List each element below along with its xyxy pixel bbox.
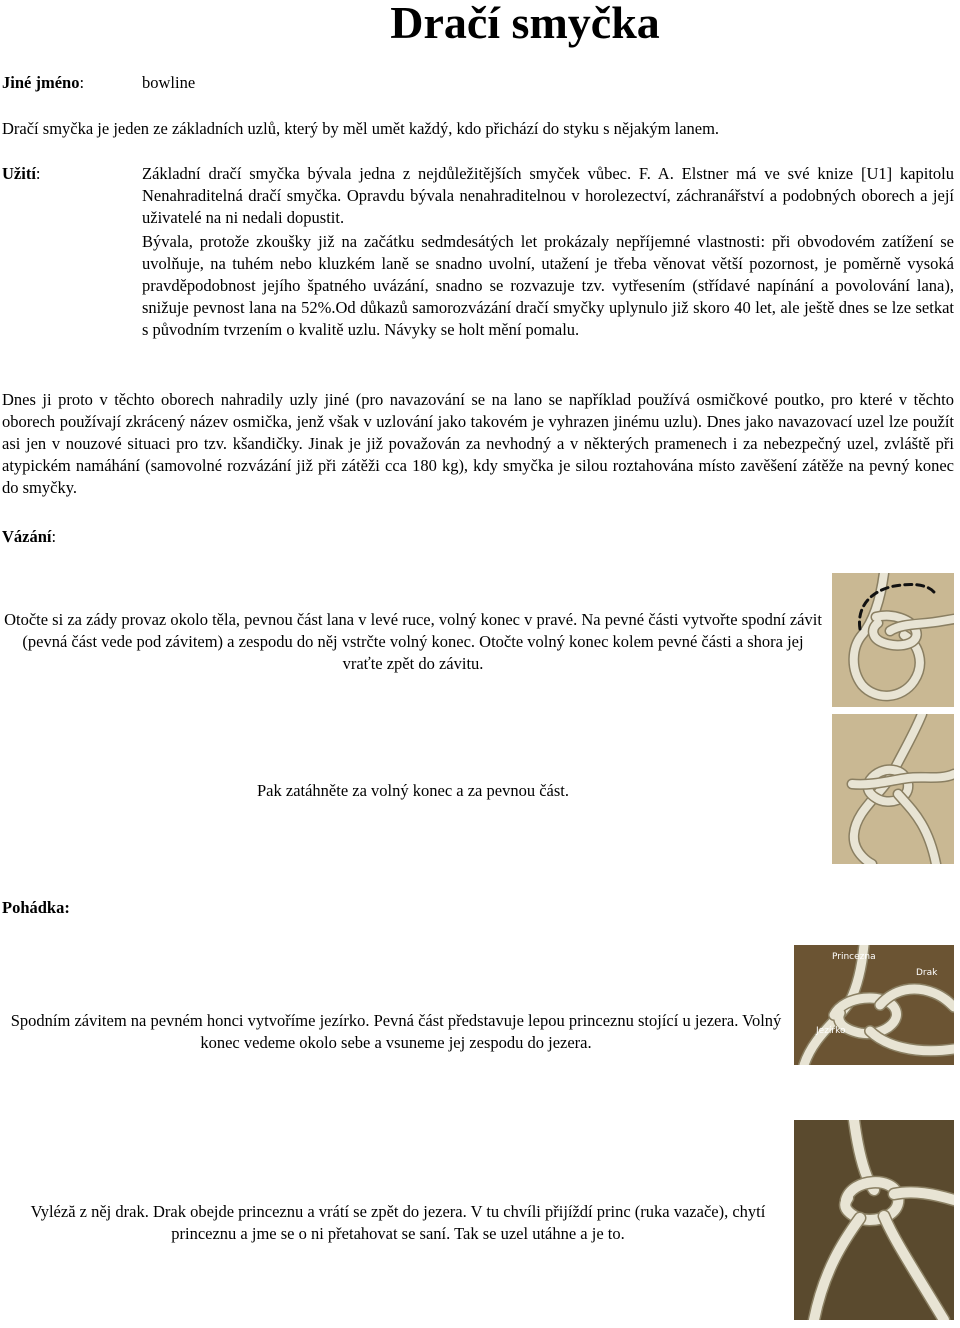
tying-label: Vázání: [2, 527, 57, 546]
story-paragraph-1: Spodním závitem na pevném honci vytvoříme jezírko. Pevná část představuje lepou princeznu stojící u jezera. Volný konec vedeme okolo sebe a vsuneme jej zespodu do jezera. [10, 1011, 782, 1052]
story-photo-finished [794, 1120, 954, 1320]
image-label-lake: Jezírko [816, 1026, 846, 1036]
page-title: Dračí smyčka [390, 0, 660, 48]
use-paragraph-1: Základní dračí smyčka bývala jedna z nejdůležitějších smyček vůbec. F. A. Elstner má ve své knize [U1] kapitolu Nenahraditelná dračí smyčka. Opravdu bývala nenahraditelnou v horolezectví, záchranářství a podobných oborech a její uživatelé na ni nedali dopustit. [142, 164, 954, 227]
story-paragraph-2: Vyléză z něj drak. Drak obejde princeznu a vrátí se zpět do jezera. V tu chvíli přijíždí princ (ruka vazače), chytí princeznu a jme se o ni přetahovat se saní. Tak se uzel utáhne a je to. [30, 1202, 766, 1243]
use-label: Užití: [2, 164, 41, 183]
knot-photo-step-1 [832, 573, 954, 707]
replacement-paragraph: Dnes ji proto v těchto oborech nahradily uzly jiné (pro navazování se na lano se například používá osmičkové poutko, pro které v těchto oborech používají zkrácený název osmička, jenž však v uzlování jako takovém je vyhrazen jinému uzlu). Dnes jako navazovací uzel lze použít asi jen v nouzové situaci pro tzv. kšandičky. Jinak je již považován za nevhodný a v některých pramenech i za nebezpečný uzel, zvláště při atypickém namáhání (samovolné rozvázání již při zátěži cca 180 kg), kdy smyčka je silou roztahována místo zavěšení zátěže na pevný konec do smyčky. [2, 390, 954, 497]
story-photo-labelled [794, 945, 954, 1065]
intro-paragraph: Dračí smyčka je jeden ze základních uzlů, který by měl umět každý, kdo přichází do styku s nějakým lanem. [2, 119, 720, 138]
alt-name-value: bowline [142, 73, 196, 92]
knot-photo-step-2 [832, 714, 954, 864]
tying-step-1: Otočte si za zády provaz okolo těla, pevnou část lana v levé ruce, volný konec v pravé. Na pevné části vytvořte spodní závit (pevná část vede pod závitem) a zespodu do něj vstrčte volný konec. Otočte volný konec kolem pevné části a shora jej vraťte zpět do závitu. [4, 610, 822, 673]
image-label-dragon: Drak [916, 968, 938, 978]
image-label-princess: Princezna [832, 952, 876, 962]
alt-name-label: Jiné jméno: [2, 73, 85, 92]
story-label: Pohádka: [2, 898, 70, 917]
use-paragraph-2: Bývala, protože zkoušky již na začátku sedmdesátých let prokázaly nepříjemné vlastnosti: při obvodovém zatížení se uvolňuje, na tuhém nebo kluzkém laně se snadno uvolní, utažení je třeba věnovat větší pozornost, je poměrně vysoká pravděpodobnost jejího špatného uvázání, snadno se rozvazuje tzv. vytřesením (střídavé napínání a povolování lana), snižuje pevnost lana na 52%.Od důkazů samorozvázání dračí smyčky uplynulo již skoro 40 let, ale ještě dnes se lze setkat s původním tvrzením o kvalitě uzlu. Návyky se holt mění pomalu. [142, 232, 954, 339]
tying-step-2: Pak zatáhněte za volný konec a za pevnou část. [257, 781, 569, 800]
